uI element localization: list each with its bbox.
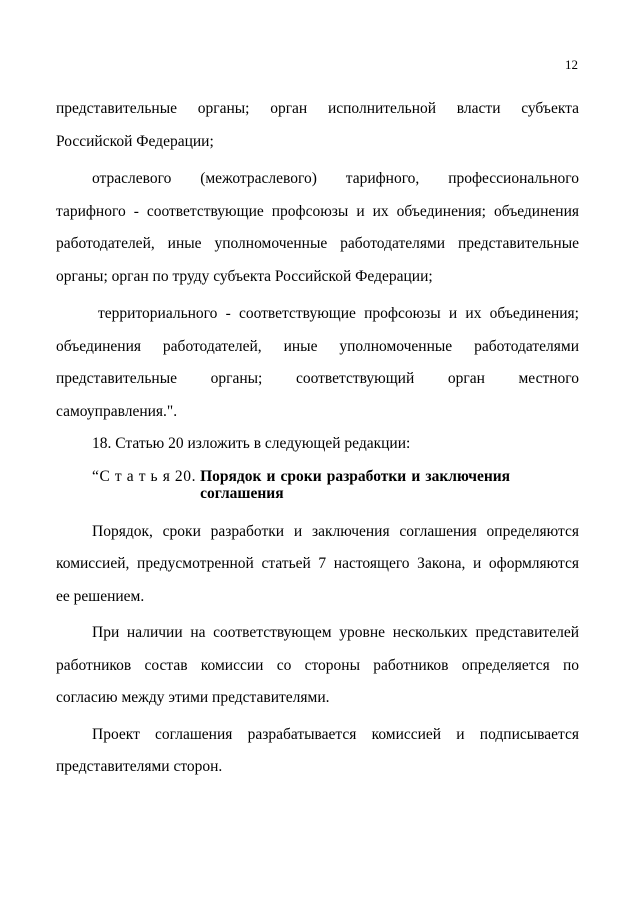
paragraph-3 bbox=[56, 298, 579, 428]
paragraph-line: представительные органы; соответствующий орган местного bbox=[56, 370, 579, 387]
article-heading bbox=[56, 461, 579, 516]
paragraph-6 bbox=[56, 617, 579, 715]
paragraph-line: территориального - соответствующие профсоюзы и их объединения; bbox=[98, 305, 579, 322]
paragraph-line: представительные органы; орган исполнительной власти субъекта bbox=[56, 100, 579, 117]
paragraph-line: тарифного - соответствующие профсоюзы и их объединения; объединения bbox=[56, 202, 579, 220]
paragraph-line: При наличии на соответствующем уровне нескольких представителей bbox=[92, 624, 579, 641]
paragraph-line: работодателей, иные уполномоченные работодателями представительные bbox=[56, 235, 579, 252]
article-prefix: “С т а т ь я 20. bbox=[92, 467, 197, 485]
paragraph-line: согласию между этими представителями. bbox=[56, 689, 330, 706]
paragraph-line: ее решением. bbox=[56, 587, 145, 605]
paragraph-1 bbox=[56, 93, 579, 158]
article-title bbox=[200, 468, 510, 502]
paragraph-line: работников состав комиссии со стороны работников определяется по bbox=[56, 656, 579, 674]
paragraph-2 bbox=[56, 163, 579, 293]
page-number: 12 bbox=[565, 57, 578, 72]
paragraph-line: Проект соглашения разрабатывается комиссией и подписывается bbox=[92, 725, 579, 743]
paragraph-line: самоуправления.". bbox=[56, 402, 178, 420]
paragraph-line: 18. Статью 20 изложить в следующей редакции: bbox=[92, 435, 411, 452]
article-title-line: Порядок и сроки разработки и заключения bbox=[200, 467, 511, 485]
paragraph-line: Порядок, сроки разработки и заключения соглашения определяются bbox=[92, 522, 579, 540]
paragraph-line: комиссией, предусмотренной статьей 7 настоящего Закона, и оформляются bbox=[56, 555, 579, 572]
paragraph-4 bbox=[56, 428, 579, 461]
paragraph-7 bbox=[56, 719, 579, 784]
paragraph-line: органы; орган по труду субъекта Российской Федерации; bbox=[56, 267, 433, 285]
paragraph-line: Российской Федерации; bbox=[56, 132, 214, 150]
paragraph-line: представителями сторон. bbox=[56, 758, 223, 775]
paragraph-5 bbox=[56, 516, 579, 614]
paragraph-line: отраслевого (межотраслевого) тарифного, профессионального bbox=[92, 170, 579, 187]
paragraph-line: объединения работодателей, иные уполномоченные работодателями bbox=[56, 337, 579, 355]
document-body bbox=[56, 93, 579, 784]
article-title-line: соглашения bbox=[200, 484, 284, 502]
